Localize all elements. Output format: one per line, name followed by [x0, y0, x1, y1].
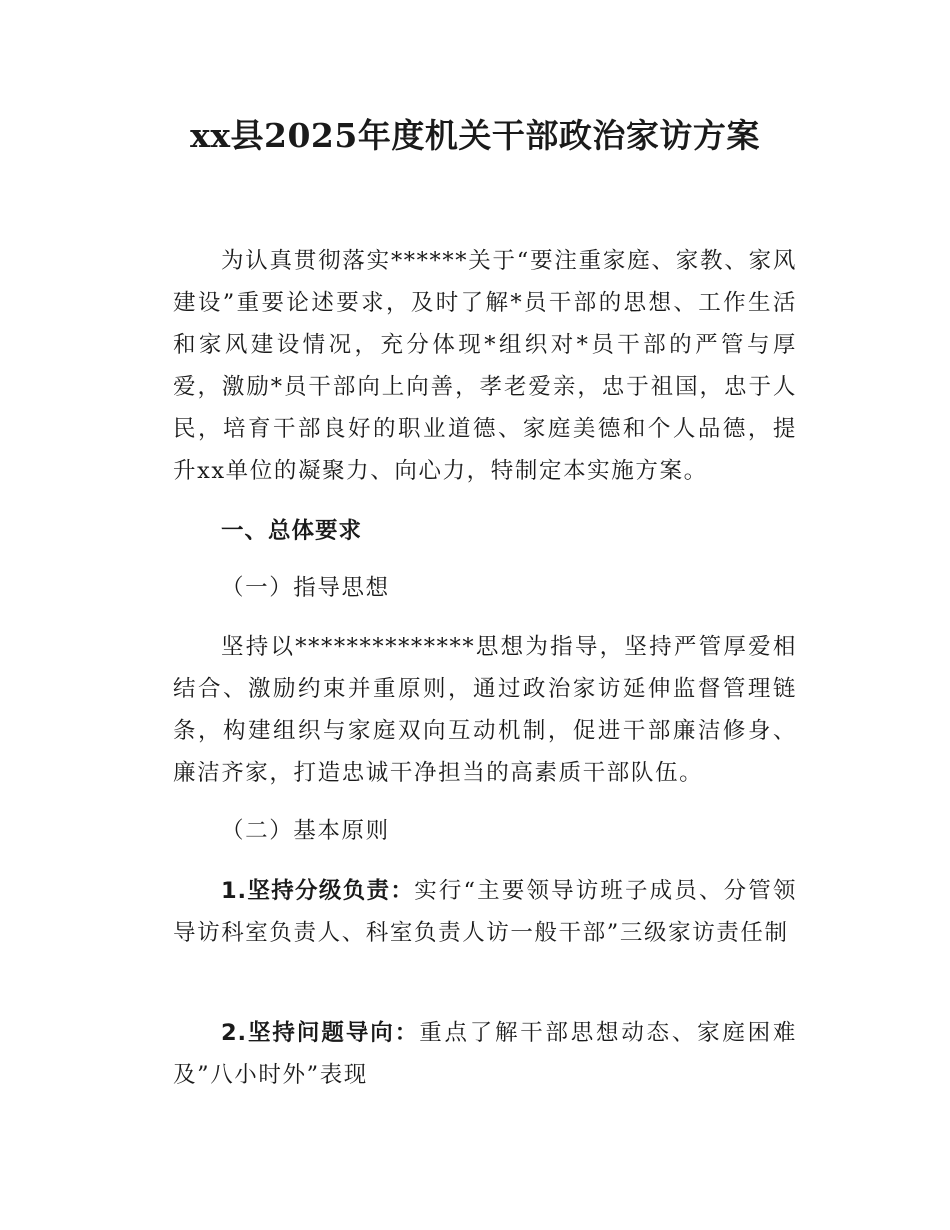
principle-2-text: 重点了解干部思想动态、家庭困难及”八小时外”表现	[173, 1020, 797, 1088]
principle-1-lead: 1.坚持分级负责：	[221, 878, 415, 904]
subsection-heading-guiding-ideology: （一）指导思想	[221, 575, 390, 601]
principle-paragraph-1	[173, 870, 797, 954]
subsection-heading-basic-principles: （二）基本原则	[221, 818, 390, 844]
principle-1-text: 实行“主要领导访班子成员、分管领导访科室负责人、科室负责人访一般干部”三级家访责任制	[173, 878, 797, 946]
principle-paragraph-2	[173, 1012, 797, 1096]
guiding-ideology-paragraph: 坚持以**************思想为指导，坚持严管厚爱相结合、激励约束并重原则，通过政治家访延伸监督管理链条，构建组织与家庭双向互动机制，促进干部廉洁修身、廉洁齐家，打造忠诚干净担当的高素质干部队伍。	[173, 634, 797, 786]
principle-2-lead: 2.坚持问题导向：	[221, 1020, 420, 1046]
intro-paragraph: 为认真贯彻落实******关于“要注重家庭、家教、家风建设”重要论述要求，及时了解*员干部的思想、工作生活和家风建设情况，充分体现*组织对*员干部的严管与厚爱，激励*员干部向上向善，孝老爱亲，忠于祖国，忠于人民，培育干部良好的职业道德、家庭美德和个人品德，提升xx单位的凝聚力、向心力，特制定本实施方案。	[173, 248, 797, 484]
document-title: xx县2025年度机关干部政治家访方案	[190, 116, 760, 155]
section-heading-general-requirements: 一、总体要求	[221, 518, 363, 544]
